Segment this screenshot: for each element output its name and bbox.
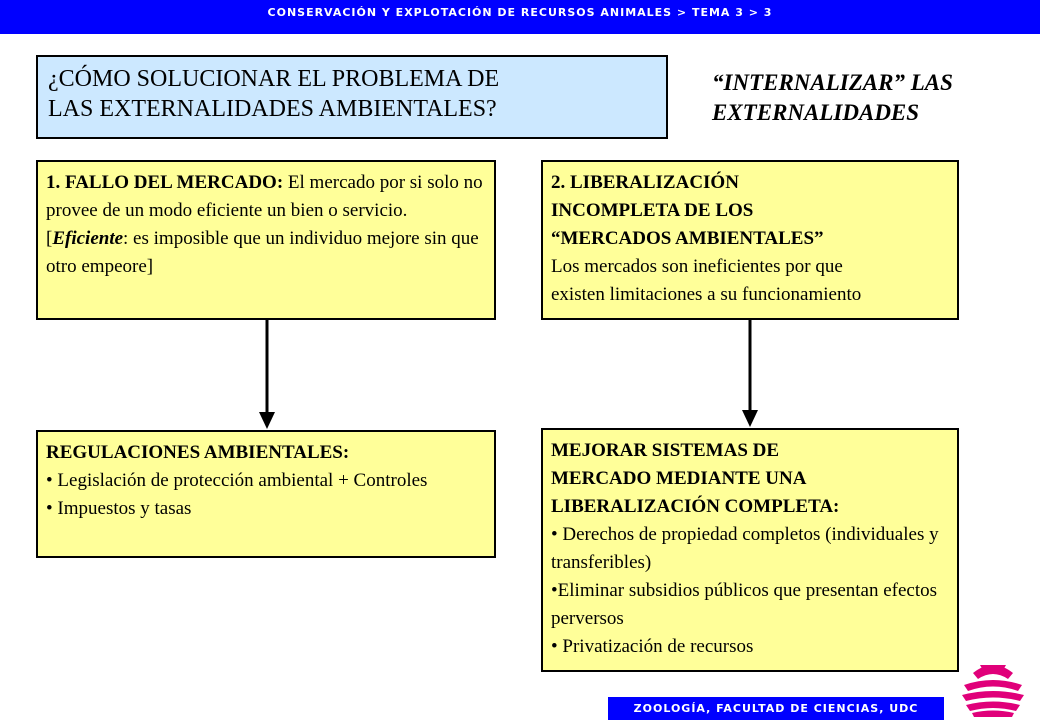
efficiency-note-open: [ xyxy=(46,228,53,249)
improve-heading-1: MEJORAR SISTEMAS DE xyxy=(551,440,780,461)
improve-item-1: • Derechos de propiedad completos (individuales y transferibles) xyxy=(551,524,939,573)
liberalization-heading-3: “MERCADOS AMBIENTALES” xyxy=(551,228,824,249)
subtitle xyxy=(712,68,1032,128)
liberalization-heading-2: INCOMPLETA DE LOS xyxy=(551,200,754,221)
footer-label: ZOOLOGÍA, FACULTAD DE CIENCIAS, UDC xyxy=(608,697,944,720)
regulations-item-1: • Legislación de protección ambiental + Controles xyxy=(46,470,428,491)
university-logo-icon xyxy=(958,655,1028,717)
improve-item-2: •Eliminar subsidios públicos que presentan efectos perversos xyxy=(551,580,938,629)
title-line-2: LAS EXTERNALIDADES AMBIENTALES? xyxy=(48,96,497,122)
liberalization-heading-1: 2. LIBERALIZACIÓN xyxy=(551,172,739,193)
arrow-down-right xyxy=(739,320,761,428)
arrow-down-left xyxy=(256,320,278,430)
market-failure-text: El mercado por si solo no provee de un modo eficiente un bien o servicio. xyxy=(46,172,483,221)
improve-markets-box xyxy=(541,428,959,672)
efficiency-term: Eficiente xyxy=(52,228,124,249)
header-breadcrumb: CONSERVACIÓN Y EXPLOTACIÓN DE RECURSOS ANIMALES > TEMA 3 > 3 xyxy=(0,0,1040,34)
improve-item-3: • Privatización de recursos xyxy=(551,636,754,657)
subtitle-line-1: “INTERNALIZAR” LAS xyxy=(712,70,953,95)
subtitle-line-2: EXTERNALIDADES xyxy=(712,100,920,125)
improve-heading-2: MERCADO MEDIANTE UNA xyxy=(551,468,807,489)
liberalization-text-2: existen limitaciones a su funcionamiento xyxy=(551,284,862,305)
regulations-box xyxy=(36,430,496,558)
title-line-1: ¿CÓMO SOLUCIONAR EL PROBLEMA DE xyxy=(48,66,500,92)
improve-heading-3: LIBERALIZACIÓN COMPLETA: xyxy=(551,496,840,517)
regulations-heading: REGULACIONES AMBIENTALES: xyxy=(46,442,350,463)
incomplete-liberalization-box xyxy=(541,160,959,320)
page-title xyxy=(36,55,668,139)
regulations-item-2: • Impuestos y tasas xyxy=(46,498,192,519)
market-failure-box xyxy=(36,160,496,320)
market-failure-heading: 1. FALLO DEL MERCADO: xyxy=(46,172,284,193)
efficiency-note-text: : es imposible que un individuo mejore sin que otro empeore] xyxy=(46,228,479,277)
liberalization-text-1: Los mercados son ineficientes por que xyxy=(551,256,843,277)
